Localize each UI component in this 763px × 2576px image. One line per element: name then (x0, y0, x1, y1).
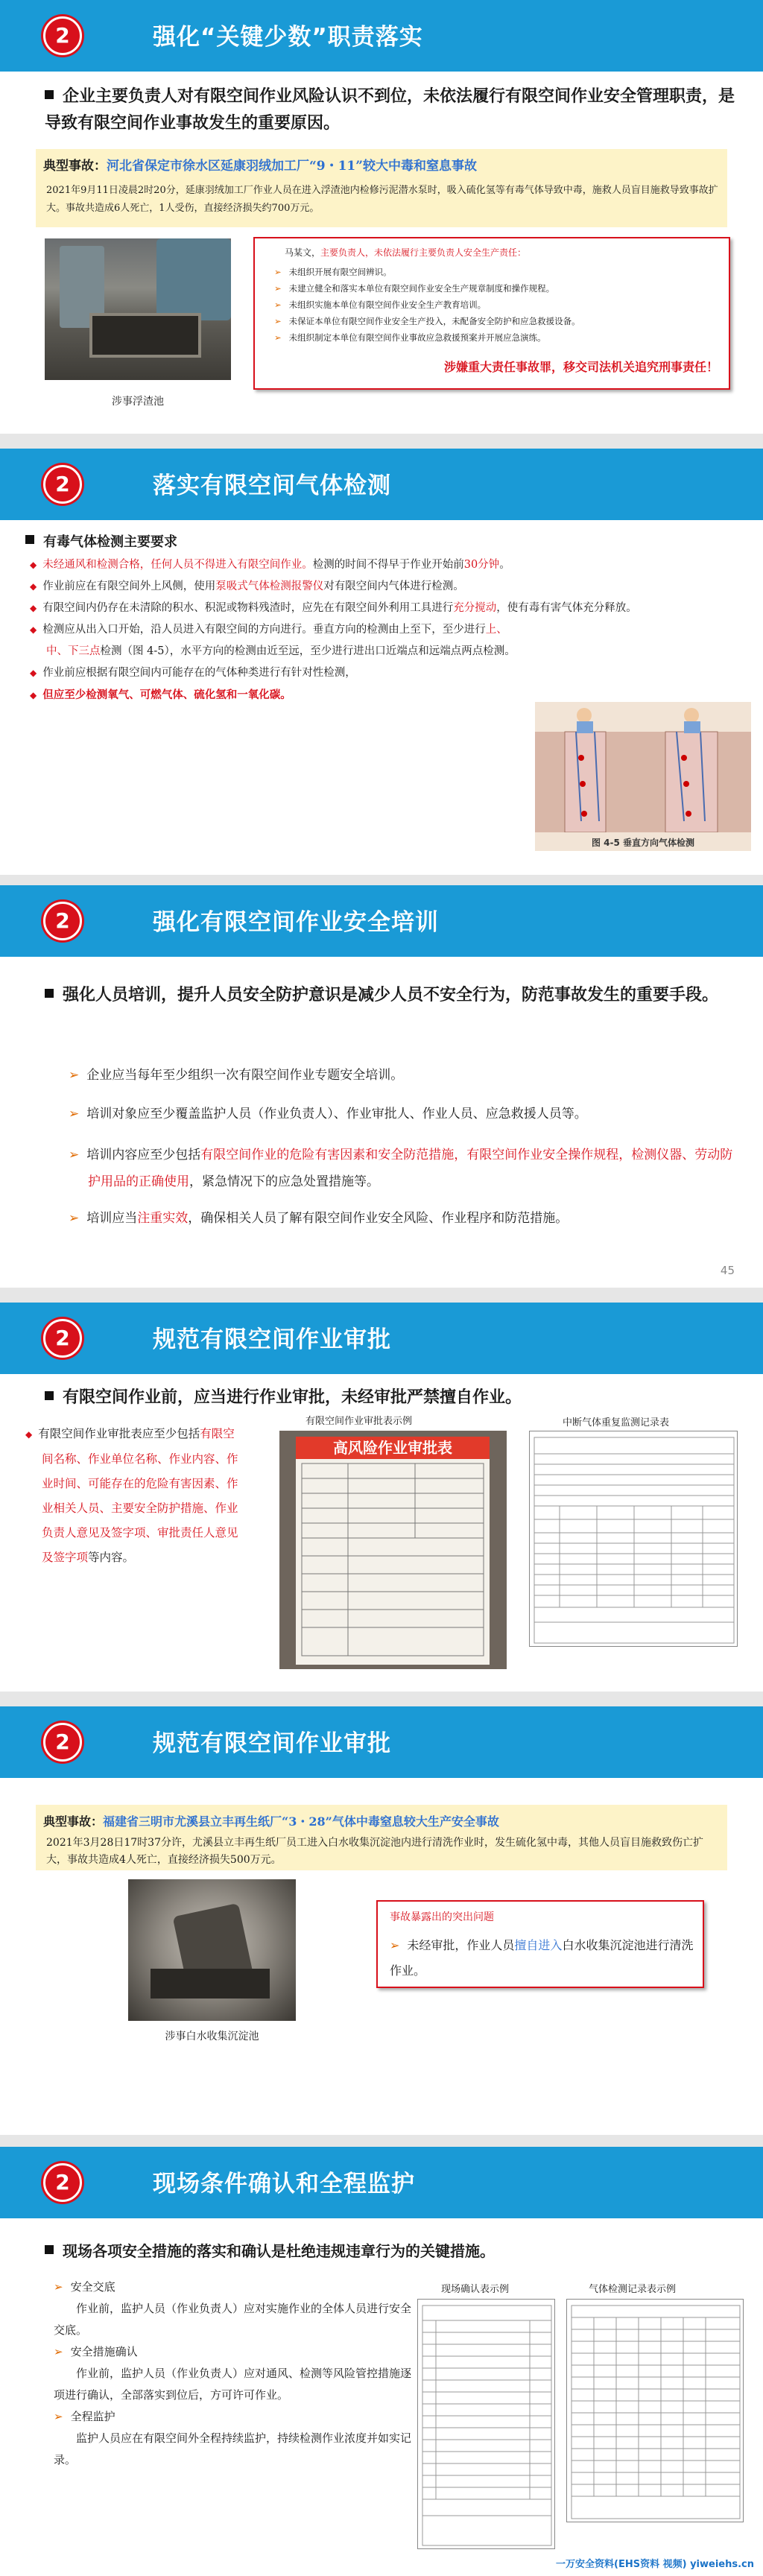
case-title: 福建省三明市尤溪县立丰再生纸厂“3・28”气体中毒窒息较大生产安全事故 (103, 1814, 499, 1829)
page-number: 45 (720, 1264, 735, 1277)
list-item: ◆ 作业前应根据有限空间内可能存在的气体种类进行有针对性检测， (30, 667, 356, 679)
slide-6 (0, 2147, 763, 2576)
box-heading (285, 246, 526, 259)
confirm-form-label: 现场确认表示例 (441, 2284, 510, 2295)
box-list (274, 264, 721, 346)
slide-divider (0, 1288, 763, 1303)
slide-header (0, 449, 763, 520)
subhead-text: 有毒气体检测主要要求 (43, 534, 177, 550)
slide-divider (0, 1692, 763, 1706)
slide-5 (0, 1706, 763, 2135)
slide-header (0, 1303, 763, 1374)
slide-4 (0, 1303, 763, 1692)
case-label: 典型事故： (43, 159, 107, 174)
slide-header (0, 885, 763, 957)
slide-divider (0, 434, 763, 449)
box-item: ➢ 未组织实施本单位有限空间作业安全生产教育培训。 (274, 300, 487, 310)
case-heading (43, 1812, 499, 1829)
photo-caption: 涉事浮渣池 (112, 396, 164, 408)
box-head-name: 马某文， (285, 247, 321, 258)
measure-text: 监护人员应在有限空间外全程持续监护，持续检测作业浓度并如实记录。 (54, 2431, 412, 2466)
bullet-square-icon (45, 989, 54, 998)
figure-caption: 图 4-5 垂直方向气体检测 (591, 838, 695, 848)
measure-heading: ➢ 全程监护 (54, 2410, 115, 2423)
case-text: 2021年3月28日17时37分许，尤溪县立丰再生纸厂员工进入白水收集沉淀池内进行清洗作业时，发生硫化氢中毒，其他人员盲目施救致伤亡扩大，事故共造成4人死亡，直接经济损失500万元。 (46, 1837, 703, 1866)
form2-label: 中断气体重复监测记录表 (563, 1417, 670, 1428)
list-item: ➢ 培训应当注重实效，确保相关人员了解有限空间作业安全风险、作业程序和防范措施。 (69, 1211, 569, 1226)
approval-content-text: ◆ 有限空间作业审批表应至少包括有限空间名称、作业单位名称、作业内容、作业时间、可能存在的危险有害因素、作业相关人员、主要安全防护措施、作业负责人意见及签字项、审批责任人意见及签字项等内容。 (25, 1427, 238, 1564)
box-item: ➢ 未保证本单位有限空间作业安全生产投入，未配备安全防护和应急救援设备。 (274, 316, 580, 326)
measure-text: 作业前，监护人员（作业负责人）应对实施作业的全体人员进行安全交底。 (54, 2302, 412, 2337)
case-text: 2021年9月11日凌晨2时20分，延康羽绒加工厂作业人员在进入浮渣池内检修污泥潜水泵时，吸入硫化氢等有毒气体导致中毒，施救人员盲目施救导致事故扩大。事故共造成6人死亡，1人受伤，直接经济损失约700万元。 (46, 185, 718, 214)
case-heading (43, 155, 477, 174)
clipboard-paper (296, 1437, 490, 1665)
section-badge: 2 (43, 1319, 82, 1358)
photo-caption: 涉事白水收集沉淀池 (165, 2031, 259, 2042)
form-table (567, 2300, 744, 2523)
box-head-text: 主要负责人，未依法履行主要负责人安全生产责任： (320, 247, 527, 258)
slide-divider (0, 2135, 763, 2147)
case-label: 典型事故： (43, 1814, 104, 1829)
lead-text: 强化人员培训，提升人员安全防护意识是减少人员不安全行为，防范事故发生的重要手段。 (63, 986, 719, 1004)
section-badge: 2 (43, 465, 82, 504)
section-badge: 2 (43, 902, 82, 940)
box-item: ➢ 未建立健全和落实本单位有限空间作业安全生产规章制度和操作规程。 (274, 283, 555, 294)
site-confirmation-form (417, 2299, 555, 2549)
lead-text: 有限空间作业前，应当进行作业审批，未经审批严禁擅自作业。 (63, 1388, 522, 1407)
lead-bullet (45, 981, 734, 1010)
issue-heading: 事故暴露出的突出问题 (390, 1911, 494, 1923)
case-title: 河北省保定市徐水区延康羽绒加工厂“9・11”较大中毒和窒息事故 (107, 159, 478, 174)
list-item: ◆ 检测应从出入口开始，沿人员进入有限空间的方向进行。垂直方向的检测由上至下，至少进行上、中、下三点检测（图 4-5），水平方向的检测由近至远，至少进行进出口近端点和远端点两点检测。 (30, 624, 516, 657)
list-item: ◆ 但应至少检测氧气、可燃气体、硫化氢和一氧化碳。 (30, 689, 291, 701)
slide-2 (0, 449, 763, 875)
approval-form-photo (279, 1431, 507, 1669)
bullet-square-icon (45, 2245, 54, 2254)
slide-3 (0, 885, 763, 1288)
list-item: ◆ 有限空间内仍存在未清除的积水、积泥或物料残渣时，应先在有限空间外利用工具进行充分搅动，使有毒有害气体充分释放。 (30, 602, 637, 614)
vertical-detection-diagram (535, 702, 751, 832)
list-item: ◆ 未经通风和检测合格，任何人员不得进入有限空间作业。检测的时间不得早于作业开始前30分钟。 (30, 559, 510, 571)
form-table (418, 2300, 556, 2550)
bullet-square-icon (25, 535, 34, 544)
section-badge: 2 (43, 1723, 82, 1762)
measure-text: 作业前，监护人员（作业负责人）应对通风、检测等风险管控措施逐项进行确认，全部落实到位后，方可许可作业。 (54, 2367, 412, 2402)
box-item: ➢ 未组织开展有限空间辨识。 (274, 267, 392, 277)
lead-bullet (45, 83, 738, 137)
slide-header (0, 1706, 763, 1778)
form1-label: 有限空间作业审批表示例 (305, 1416, 413, 1427)
slide-header (0, 0, 763, 72)
subhead (25, 529, 177, 556)
slide-title: 现场条件确认和全程监护 (153, 2171, 415, 2197)
list-item: ➢ 培训内容应至少包括有限空间作业的危险有害因素和安全防范措施，有限空间作业安全操作规程，检测仪器、劳动防护用品的正确使用，紧急情况下的应急处置措施等。 (69, 1148, 733, 1189)
slide-1 (0, 0, 763, 434)
slide-title: 落实有限空间气体检测 (153, 472, 391, 499)
bullet-square-icon (45, 90, 54, 99)
responsibility-box (253, 237, 730, 390)
form-table (530, 1431, 738, 1648)
lead-bullet (45, 1384, 738, 1411)
box-item: ➢ 未组织制定本单位有限空间作业事故应急救援预案并开展应急演练。 (274, 332, 546, 343)
gas-form-label: 气体检测记录表示例 (589, 2284, 677, 2295)
form-grid (296, 1459, 490, 1660)
slide-divider (0, 875, 763, 885)
slide-title: 规范有限空间作业审批 (153, 1326, 391, 1353)
lead-bullet (45, 2238, 745, 2265)
issue-box (376, 1900, 704, 1988)
list-item: ◆ 作业前应在有限空间外上风侧，使用泵吸式气体检测报警仪对有限空间内气体进行检测。 (30, 580, 464, 592)
gas-detection-form (566, 2299, 744, 2522)
section-badge: 2 (43, 2163, 82, 2202)
list-item: ➢ 企业应当每年至少组织一次有限空间作业专题安全培训。 (69, 1068, 404, 1083)
box-conclusion: 涉嫌重大责任事故罪，移交司法机关追究刑事责任！ (443, 360, 718, 374)
watermark: 一万安全资料(EHS资料 视频) yiweiehs.cn (556, 2559, 754, 2570)
section-badge: 2 (43, 16, 82, 55)
lead-text: 企业主要负责人对有限空间作业风险认识不到位，未依法履行有限空间作业安全管理职责，是导致有限空间作业事故发生的重要原因。 (45, 87, 735, 133)
list-item: ➢ 培训对象应至少覆盖监护人员（作业负责人）、作业审批人、作业人员、应急救援人员等。 (69, 1107, 587, 1121)
bullet-square-icon (45, 1391, 54, 1400)
accident-photo (45, 238, 231, 380)
requirement-list (30, 554, 741, 706)
form-sign: 高风险作业审批表 (296, 1437, 490, 1459)
slide-title: 规范有限空间作业审批 (153, 1730, 391, 1757)
slide-title: 强化有限空间作业安全培训 (153, 909, 439, 936)
measure-heading: ➢ 安全交底 (54, 2280, 115, 2294)
accident-photo (128, 1879, 296, 2021)
slide-header (0, 2147, 763, 2218)
lead-text: 现场各项安全措施的落实和确认是杜绝违规违章行为的关键措施。 (63, 2242, 495, 2260)
measure-heading: ➢ 安全措施确认 (54, 2345, 138, 2358)
gas-monitoring-form (529, 1431, 738, 1647)
issue-text: ➢ 未经审批，作业人员擅自进入白水收集沉淀池进行清洗作业。 (390, 1938, 694, 1978)
slide-title: 强化“关键少数”职责落实 (153, 24, 423, 51)
measures-list (54, 2276, 411, 2471)
detection-figure (535, 702, 751, 851)
